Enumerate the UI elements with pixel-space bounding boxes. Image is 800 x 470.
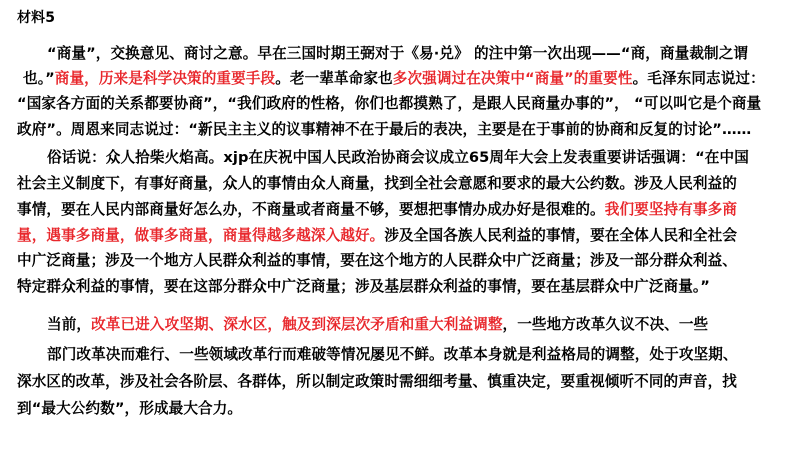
paragraph-2-line <box>47 148 749 168</box>
paragraph-1-line <box>47 44 748 64</box>
body-text: 俗话说：众人拾柴火焰高。xjp在庆祝中国人民政治协商会议成立65周年大会上发表重要讲话强调：“在中国 <box>47 149 749 166</box>
body-text: 中广泛商量；涉及一个地方人民群众利益的事情，要在这个地方的人民群众中广泛商量；涉及一部分群众利益、 <box>17 252 737 269</box>
emphasis-text: 我们要坚持有事多商 <box>604 201 738 218</box>
paragraph-1-line <box>17 120 751 140</box>
body-text: “商量”，交换意见、商讨之意。早在三国时期王弼对于《易·兑》 的注中第一次出现——“商，商量裁制之谓 <box>47 45 749 62</box>
paragraph-1-line <box>17 94 761 114</box>
body-text: ，一些地方改革久议不决、一些 <box>502 316 709 333</box>
emphasis-text: 改革已进入攻坚期、深水区，触及到深层次矛盾和重大利益调整 <box>91 316 503 333</box>
material-label: 材料5 <box>17 10 56 26</box>
body-text: 到“最大公约数”，形成最大合力。 <box>17 400 243 417</box>
paragraph-2-line <box>17 174 737 194</box>
body-text: 部门改革决而难行、一些领域改革行而难破等情况屡见不鲜。改革本身就是利益格局的调整，处于攻坚期、 <box>47 346 738 363</box>
body-text: 政府”。周恩来同志说过：“新民主主义的议事精神不在于最后的表决，主要是在于事前的协商和反复的讨论”…… <box>17 121 752 138</box>
body-text: 社会主义制度下，有事好商量，众人的事情由众人商量，找到全社会意愿和要求的最大公约数。涉及人民利益的 <box>17 175 737 192</box>
paragraph-1-line <box>23 69 765 89</box>
body-text: 特定群众利益的事情，要在这部分群众中广泛商量；涉及基层群众利益的事情，要在基层群众中广泛商量。” <box>17 278 711 295</box>
body-text: 。毛泽东同志说过： <box>632 70 765 87</box>
paragraph-2-line <box>17 251 737 271</box>
body-text: “国家各方面的关系都要协商”，“我们政府的性格，你们也都摸熟了，是跟人民商量办事的”， “可以叫它是个商量 <box>17 95 762 112</box>
paragraph-2-line <box>17 277 710 297</box>
emphasis-text: 量，遇事多商量，做事多商量，商量得越多越深入越好。 <box>17 227 385 244</box>
paragraph-3-line <box>17 372 737 392</box>
emphasis-text: 商量，历来是科学决策的重要手段 <box>54 70 276 87</box>
body-text: 涉及全国各族人民利益的事情，要在全体人民和全社会 <box>384 227 738 244</box>
body-text: 。老一辈革命家也 <box>275 70 393 87</box>
body-text: 事情，要在人民内部商量好怎么办，不商量或者商量不够，要想把事情办成办好是很难的。 <box>17 201 605 218</box>
body-text: 深水区的改革，涉及社会各阶层、各群体，所以制定政策时需细细考量、慎重决定，要重视倾听不同的声音，找 <box>17 373 737 390</box>
emphasis-text: 多次强调过在决策中“商量”的重要性 <box>392 70 633 87</box>
paragraph-3-line <box>47 315 708 335</box>
paragraph-2-line <box>17 226 737 246</box>
paragraph-2-line <box>17 200 737 220</box>
body-text: 当前， <box>47 316 92 333</box>
paragraph-3-line <box>47 345 738 365</box>
body-text: 也。” <box>23 70 55 87</box>
paragraph-3-line <box>17 399 242 419</box>
